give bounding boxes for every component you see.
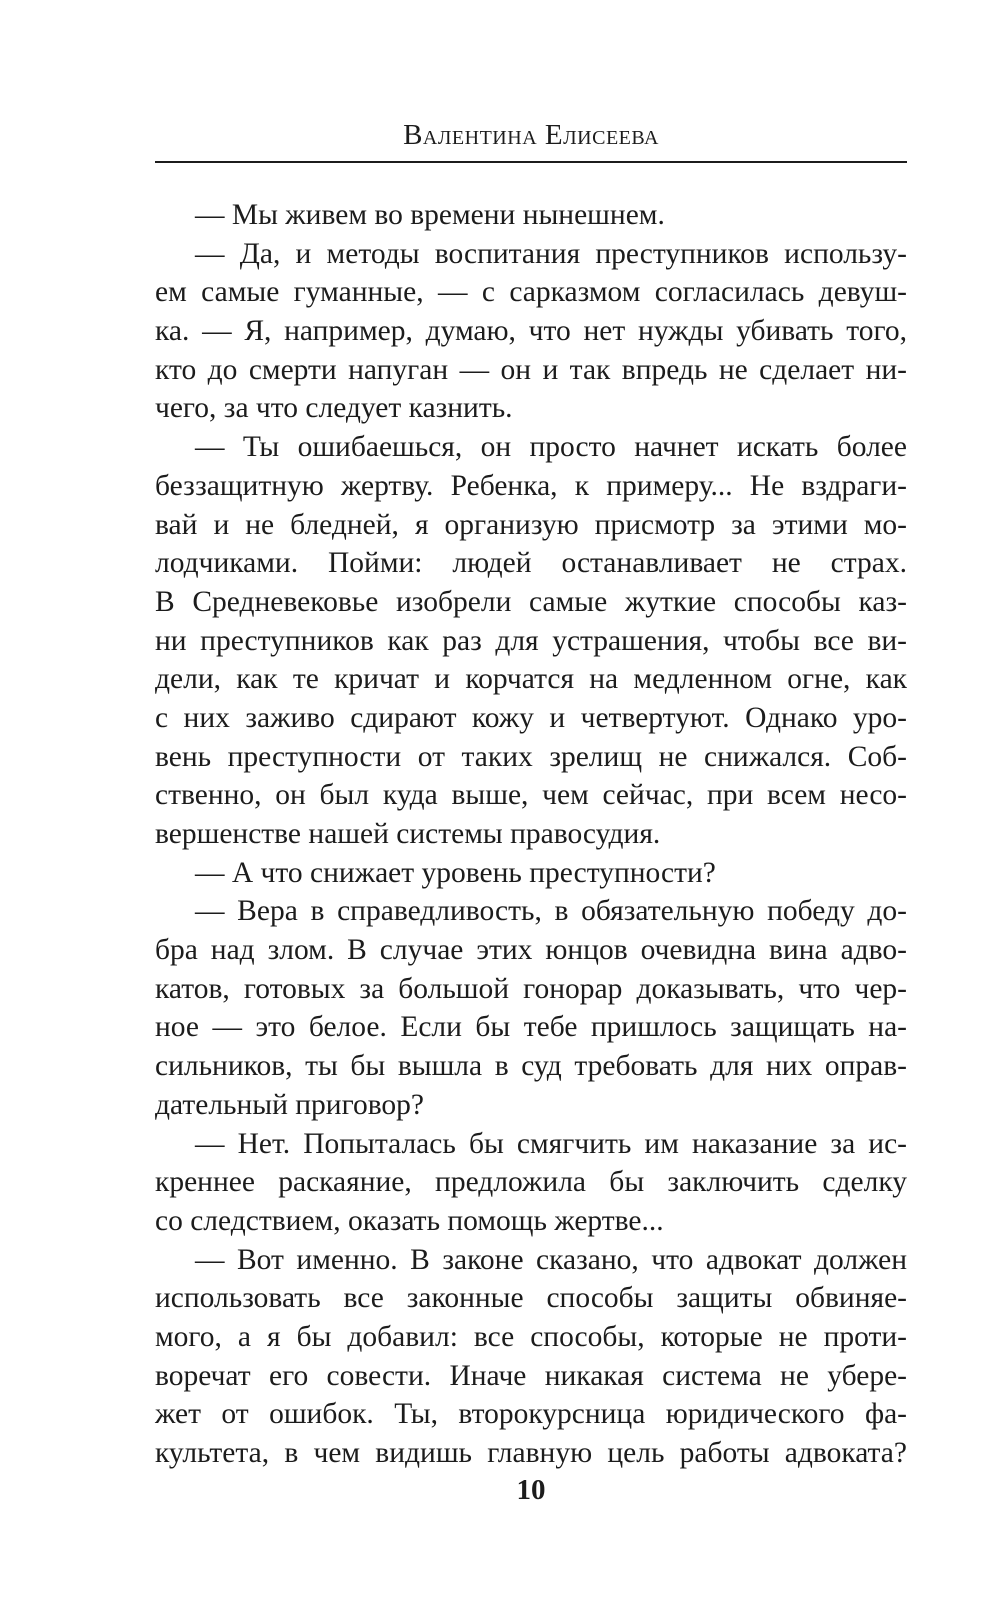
text-line: лодчиками. Пойми: людей останавливает не страх. [155, 547, 907, 580]
text-line: ни преступников как раз для устрашения, чтобы все ви- [155, 624, 907, 657]
text-line: — Мы живем во времени нынешнем. [195, 199, 665, 231]
text-line: ное — это белое. Если бы тебе пришлось защищать на- [155, 1011, 907, 1044]
text-line: воречат его совести. Иначе никакая система не убере- [155, 1359, 907, 1392]
text-line: креннее раскаяние, предложила бы заключить сделку [155, 1166, 907, 1199]
text-line: бра над злом. В случае этих юнцов очевидна вина адво- [155, 934, 907, 967]
text-line: сильников, ты бы вышла в суд требовать для них оправ- [155, 1050, 907, 1083]
text-line: — Ты ошибаешься, он просто начнет искать более [195, 431, 907, 464]
text-line: кто до смерти напуган — он и так впредь не сделает ни- [155, 353, 907, 386]
text-line: катов, готовых за большой гонорар доказывать, что чер- [155, 972, 907, 1005]
text-line: ем самые гуманные, — с сарказмом согласилась девуш- [155, 276, 907, 309]
text-line: ка. — Я, например, думаю, что нет нужды убивать того, [155, 315, 907, 348]
text-line: — А что снижает уровень преступности? [195, 856, 716, 889]
text-line: ственно, он был куда выше, чем сейчас, при всем несо- [155, 779, 907, 812]
text-line: — Вера в справедливость, в обязательную победу до- [195, 895, 907, 928]
text-line: культета, в чем видишь главную цель работы адвоката? [155, 1437, 907, 1469]
text-line: вень преступности от таких зрелищ не снижался. Соб- [155, 740, 907, 773]
running-header-author: Валентина Елисеева [403, 119, 659, 151]
text-line: со следствием, оказать помощь жертве... [155, 1204, 664, 1237]
text-line: мого, а я бы добавил: все способы, которые не проти- [155, 1320, 907, 1353]
text-line: вай и не бледней, я организую присмотр за этими мо- [155, 508, 907, 541]
header-divider [155, 161, 907, 163]
text-line: чего, за что следует казнить. [155, 392, 513, 425]
text-line: с них заживо сдирают кожу и четвертуют. Однако уро- [155, 701, 907, 734]
text-line: дели, как те кричат и корчатся на медленном огне, как [155, 663, 907, 696]
text-line: В Средневековье изобрели самые жуткие способы каз- [155, 585, 907, 618]
text-line: использовать все законные способы защиты обвиняе- [155, 1282, 907, 1315]
page-number: 10 [516, 1474, 546, 1506]
body-text [155, 196, 907, 1473]
text-line: — Да, и методы воспитания преступников использу- [195, 237, 907, 270]
text-line: — Нет. Попыталась бы смягчить им наказание за ис- [195, 1127, 907, 1160]
text-line: беззащитную жертву. Ребенка, к примеру... Не вздраги- [155, 469, 907, 502]
text-line: дательный приговор? [155, 1088, 425, 1121]
text-line: — Вот именно. В законе сказано, что адвокат должен [195, 1243, 907, 1276]
text-line: жет от ошибок. Ты, второкурсница юридического фа- [155, 1398, 907, 1431]
text-line: вершенстве нашей системы правосудия. [155, 818, 661, 850]
